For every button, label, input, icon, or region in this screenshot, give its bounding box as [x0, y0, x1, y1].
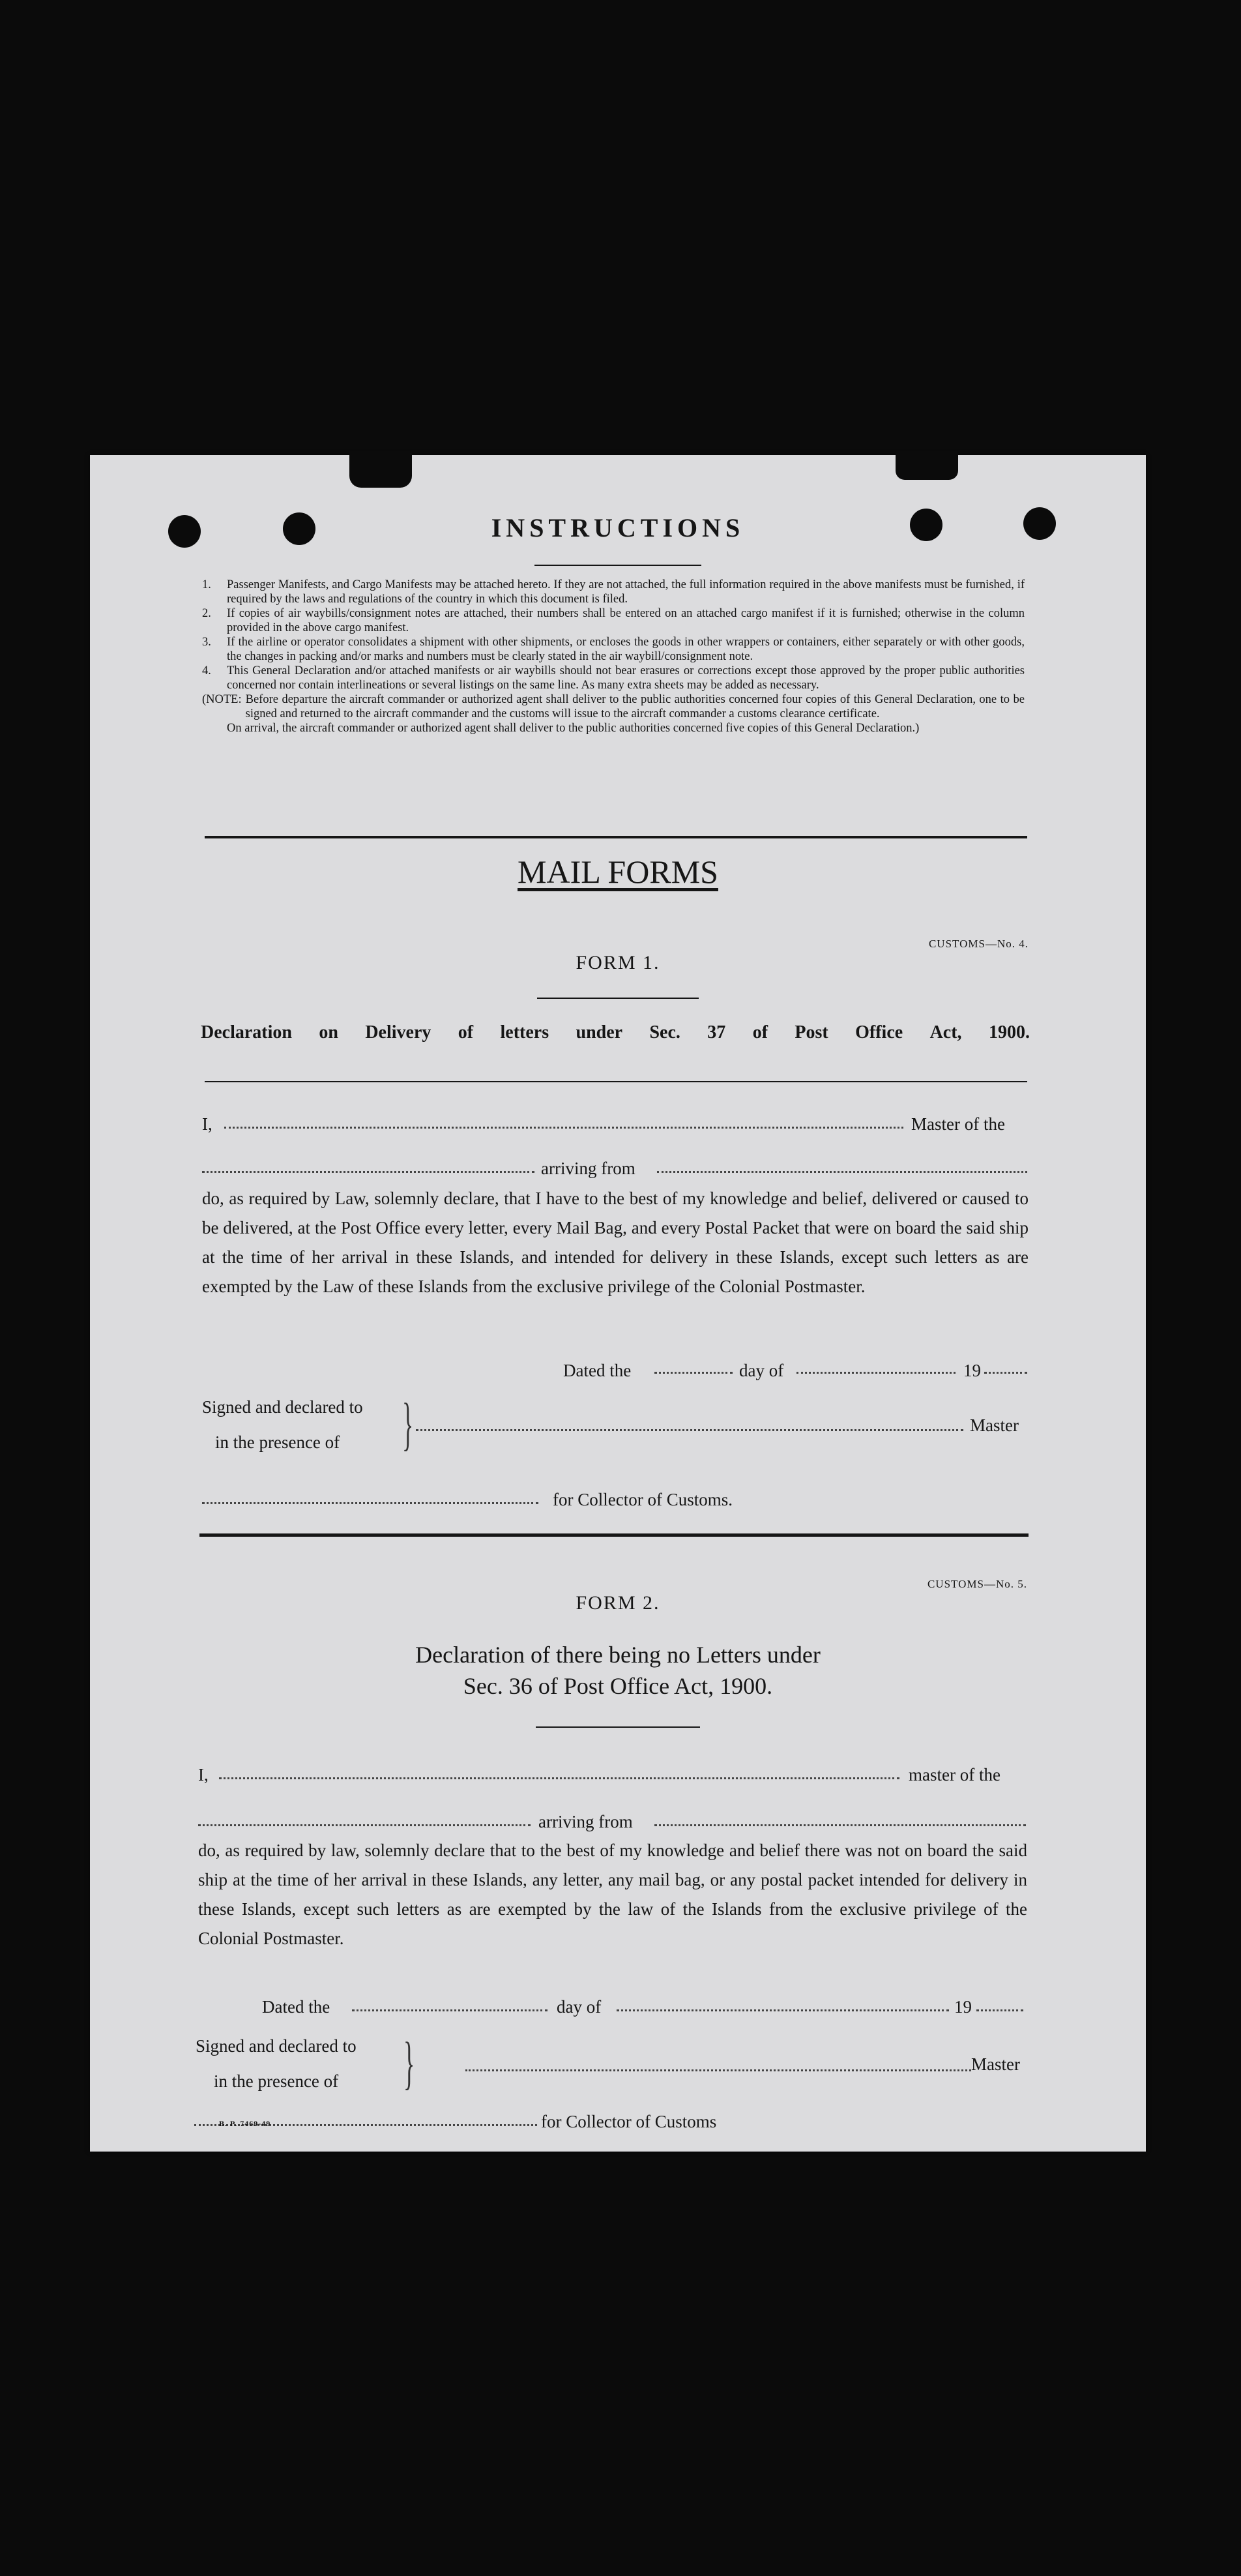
form-divider — [199, 1533, 1029, 1537]
form2-master-label: Master — [971, 2054, 1020, 2074]
document-page — [90, 455, 1146, 2152]
form1-presence-of: in the presence of — [215, 1432, 340, 1452]
form1-origin-field[interactable] — [657, 1171, 1027, 1173]
form2-declaration-body: do, as required by law, solemnly declare that to the best of my knowledge and belief there was not on board the said ship at the time of her arrival in these Islands, any letter, any mail bag, or any postal packet intended for delivery in these Islands, except such letters as are exempted by the law of the Islands from the exclusive privilege of the Colonial Postmaster. — [198, 1841, 1027, 1948]
instruction-note — [202, 692, 1025, 721]
form1-day-of: day of — [739, 1361, 784, 1380]
form2-dated-the: Dated the — [262, 1997, 330, 2017]
instruction-item: 3. If the airline or operator consolidates a shipment with other shipments, or encloses the goods in other wrappers or containers, either separately or with other goods, the changes in packing and/or marks and numbers must be clearly stated in the air waybill/consignment note. — [202, 636, 1025, 663]
instruction-item: 2. If copies of air waybills/consignment notes are attached, their numbers shall be entered on an attached cargo manifest if it is furnished; otherwise in the column provided in the above cargo manifest. — [202, 607, 1025, 634]
instruction-item: 4. This General Declaration and/or attached manifests or air waybills should not bear erasures or corrections except those approved by the proper public authorities concerned nor contain interlineations or several listings on the same line. As many extra sheets may be added as necessary. — [202, 664, 1025, 692]
form2-heading: FORM 2. — [576, 1592, 660, 1614]
form2-master-of-the: master of the — [909, 1765, 1000, 1784]
form1-master-label: Master — [970, 1415, 1019, 1435]
form1-declaration-rule — [205, 1081, 1027, 1082]
form2-month-field[interactable] — [617, 2009, 949, 2011]
instructions-title: INSTRUCTIONS — [491, 513, 745, 542]
section-divider — [205, 836, 1027, 838]
form2-arriving-from: arriving from — [538, 1812, 633, 1831]
form2-signature-field[interactable] — [465, 2069, 971, 2071]
note-text: Before departure the aircraft commander or authorized agent shall deliver to the public authorities concerned four copies of this General Declaration, one to be signed and returned to the aircraft commander and the customs will issue to the aircraft commander a customs clearance certificate. — [245, 693, 1025, 720]
form1-declaration-title: Declaration on Delivery of letters under Sec. 37 of Post Office Act, 1900. — [201, 1022, 1030, 1043]
note-text-arrival: On arrival, the aircraft commander or authorized agent shall deliver to the public authorities concerned five copies of this General Declaration.) — [227, 722, 920, 735]
form1-collector-label: for Collector of Customs. — [553, 1490, 733, 1509]
form1-collector-field[interactable] — [202, 1502, 538, 1504]
title-underline — [534, 565, 701, 566]
form1-year-prefix: 19 — [963, 1361, 981, 1380]
form1-heading: FORM 1. — [576, 952, 660, 973]
form2-signed-declared: Signed and declared to — [196, 2036, 357, 2056]
form2-ship-field[interactable] — [198, 1824, 531, 1826]
form2-title-rule — [536, 1726, 700, 1728]
form1-signed-declared: Signed and declared to — [202, 1397, 363, 1417]
form2-day-of: day of — [557, 1997, 602, 2017]
print-code: B. P. 7469-49 — [219, 2119, 271, 2128]
form2-year-prefix: 19 — [954, 1997, 972, 2017]
binder-tab-left — [349, 451, 412, 488]
form2-declaration-title: Declaration of there being no Letters under Sec. 36 of Post Office Act, 1900. — [415, 1642, 821, 1699]
form2-day-field[interactable] — [352, 2009, 548, 2011]
form1-brace: } — [402, 1392, 414, 1457]
form1-customs-number: CUSTOMS—No. 4. — [928, 938, 1029, 950]
form1-heading-rule — [537, 998, 699, 999]
form2-year-field[interactable] — [976, 2009, 1023, 2011]
form1-name-field[interactable] — [224, 1127, 903, 1129]
form2-i-label: I, — [198, 1765, 209, 1784]
mail-forms-title: MAIL FORMS — [518, 853, 718, 890]
form2-brace: } — [403, 2031, 415, 2095]
form1-ship-field[interactable] — [202, 1171, 534, 1173]
form1-master-of-the: Master of the — [911, 1114, 1005, 1134]
form2-name-field[interactable] — [219, 1777, 899, 1779]
form2-origin-field[interactable] — [654, 1824, 1026, 1826]
form1-declaration-body: do, as required by Law, solemnly declare, that I have to the best of my knowledge and belief, delivered or caused to be delivered, at the Post Office every letter, every Mail Bag, and every Postal Packet that were on board the said ship at the time of her arrival in these Islands, and intended for delivery in these Islands, except such letters as are exempted by the Law of these Islands from the exclusive privilege of the Colonial Postmaster. — [202, 1189, 1029, 1296]
binder-tab-right — [896, 451, 958, 480]
form1-arriving-from: arriving from — [541, 1159, 635, 1178]
form1-signature-field[interactable] — [416, 1429, 963, 1431]
form2-collector-label: for Collector of Customs — [541, 2112, 717, 2131]
form2-customs-number: CUSTOMS—No. 5. — [927, 1578, 1027, 1590]
instruction-item: 1. Passenger Manifests, and Cargo Manifests may be attached hereto. If they are not attached, the full information required in the above manifests must be furnished, if required by the laws and regulations of the country in which this document is filed. — [202, 578, 1025, 606]
form1-day-field[interactable] — [654, 1372, 733, 1374]
instructions-list — [202, 578, 1025, 735]
form1-dated-the: Dated the — [563, 1361, 632, 1380]
form1-month-field[interactable] — [796, 1372, 956, 1374]
form2-presence-of: in the presence of — [214, 2071, 339, 2091]
note-label: (NOTE: — [202, 693, 242, 706]
form1-i-label: I, — [202, 1114, 212, 1134]
form1-year-field[interactable] — [984, 1372, 1027, 1374]
